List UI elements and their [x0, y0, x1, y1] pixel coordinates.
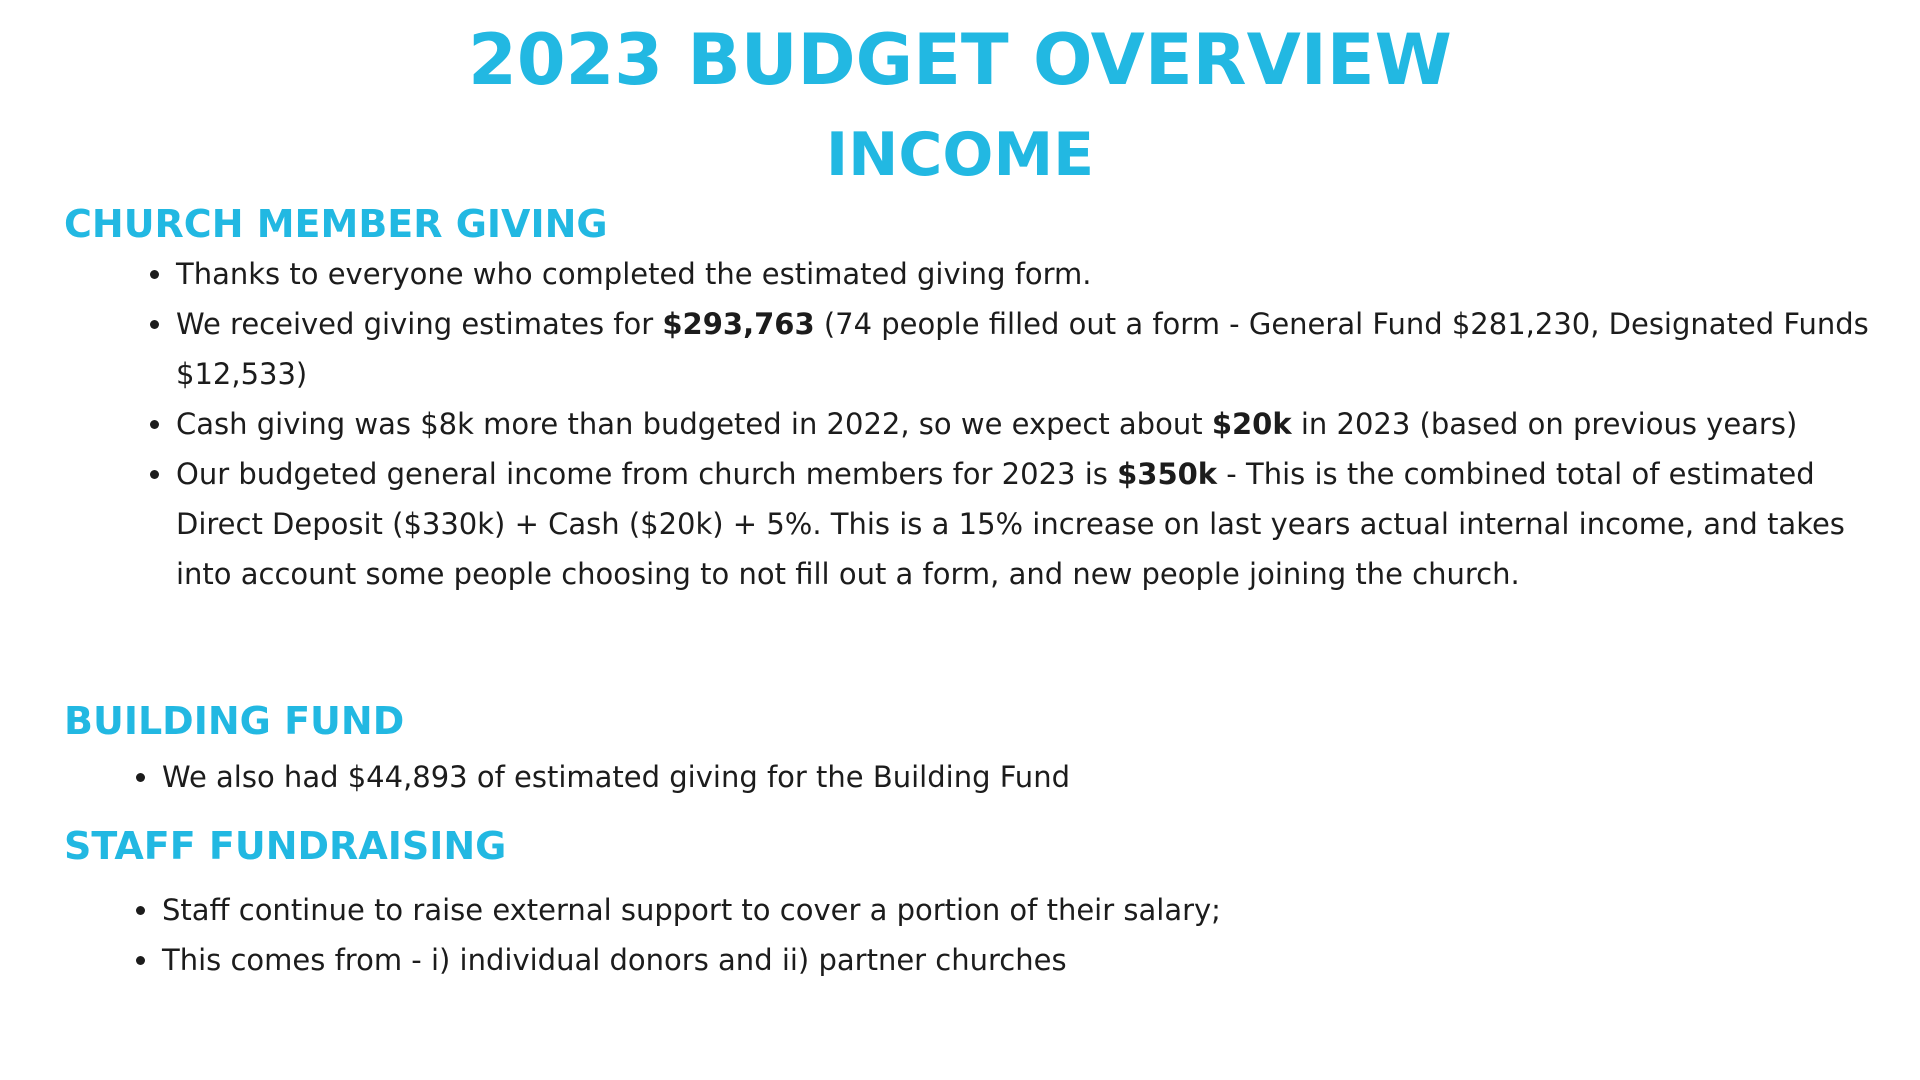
item-text: Staff continue to raise external support to cover a portion of their salary; — [162, 893, 1221, 927]
bullet-icon — [136, 773, 145, 782]
bullet-icon — [136, 956, 145, 965]
bullet-icon — [150, 420, 159, 429]
item-text: This comes from - i) individual donors and ii) partner churches — [162, 943, 1067, 977]
bullet-icon — [150, 320, 159, 329]
bullet-icon — [150, 270, 159, 279]
list-item — [162, 885, 1862, 935]
item-text: Thanks to everyone who completed the estimated giving form. — [176, 257, 1092, 291]
section-heading-building-fund: BUILDING FUND — [64, 699, 405, 743]
list-item — [162, 752, 1862, 802]
page-title: 2023 BUDGET OVERVIEW — [468, 19, 1452, 101]
list-item — [176, 449, 1886, 599]
building-fund-list — [162, 752, 1862, 802]
bullet-icon — [150, 470, 159, 479]
list-item — [176, 299, 1886, 399]
item-bold: $20k — [1211, 407, 1292, 441]
list-item — [176, 249, 1886, 299]
bullet-icon — [136, 906, 145, 915]
item-text-after: in 2023 (based on previous years) — [1291, 407, 1798, 441]
item-text-after: (74 people filled out a form - General Fund $281,230, Designated Funds $12,533) — [176, 307, 1869, 391]
section-heading-staff-fundraising: STAFF FUNDRAISING — [64, 824, 507, 868]
item-bold: $293,763 — [662, 307, 815, 341]
page-subtitle: INCOME — [825, 120, 1095, 190]
item-bold: $350k — [1117, 457, 1218, 491]
list-item — [176, 399, 1886, 449]
item-text: We also had $44,893 of estimated giving for the Building Fund — [162, 760, 1070, 794]
staff-fundraising-list — [162, 885, 1862, 985]
church-member-giving-list — [176, 249, 1886, 599]
item-text: We received giving estimates for — [176, 307, 663, 341]
item-text-after: - This is the combined total of estimated Direct Deposit ($330k) + Cash ($20k) + 5%. This is a 15% increase on last years actual internal income, and takes into account some people choosing to not fill out a form, and new people joining the church. — [176, 457, 1845, 591]
section-heading-church-member-giving: CHURCH MEMBER GIVING — [64, 202, 608, 246]
item-text: Our budgeted general income from church members for 2023 is — [176, 457, 1118, 491]
list-item — [162, 935, 1862, 985]
item-text: Cash giving was $8k more than budgeted in 2022, so we expect about — [176, 407, 1212, 441]
